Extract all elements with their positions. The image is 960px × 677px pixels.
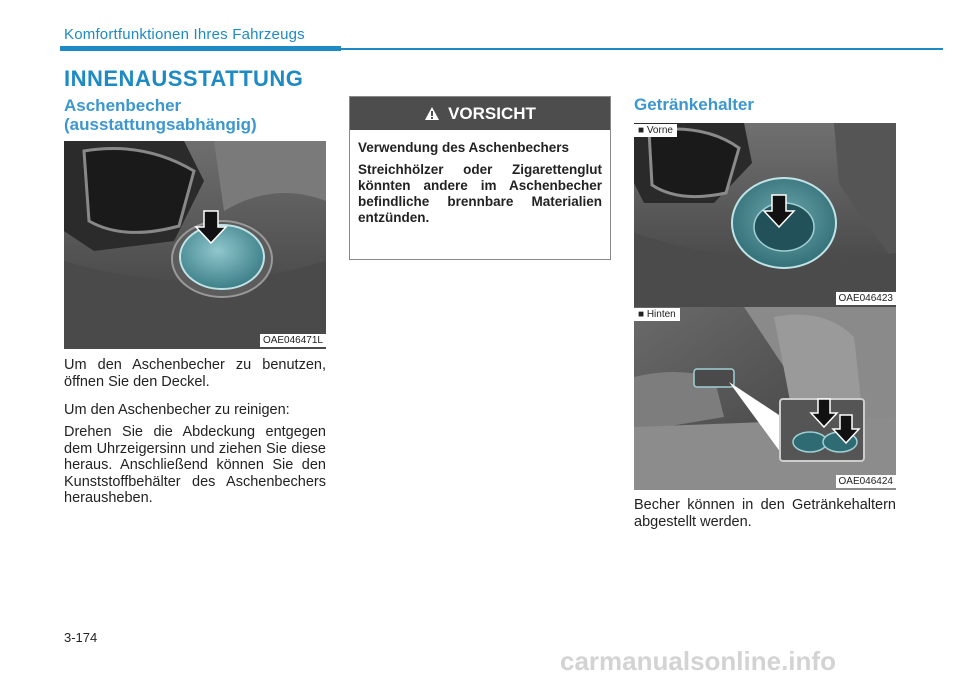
header-rule (341, 48, 943, 50)
ashtray-heading-line2: (ausstattungsabhängig) (64, 115, 257, 134)
ashtray-illustration (64, 141, 326, 349)
caution-header (350, 97, 610, 130)
caution-body (350, 130, 610, 226)
watermark: carmanualsonline.info (560, 646, 836, 676)
cupholder-rear-illustration (634, 307, 896, 490)
cupholder-front-label: ■ Vorne (634, 124, 677, 137)
caution-text: Streichhölzer oder Zigarettenglut könnten andere im Aschenbecher befindliche brennbare Materialien entzünden. (358, 162, 602, 225)
caution-subtitle: Verwendung des Aschenbechers (358, 140, 570, 155)
cupholder-rear-label: ■ Hinten (634, 308, 680, 321)
page-number: 3-174 (64, 630, 98, 645)
caution-title: VORSICHT (448, 103, 536, 123)
chapter-header: Komfortfunktionen Ihres Fahrzeugs (64, 26, 305, 43)
ashtray-figure-code: OAE046471L (260, 334, 326, 347)
cupholder-front-illustration (634, 123, 896, 307)
cupholder-front-code: OAE046423 (836, 292, 897, 305)
ashtray-usage-text: Um den Aschenbecher zu benutzen, öffnen Sie den Deckel. (64, 357, 326, 390)
caution-box (349, 96, 611, 260)
header-bar (60, 46, 341, 51)
ashtray-heading (64, 96, 257, 134)
ashtray-clean-steps: Drehen Sie die Abdeckung entgegen dem Uhrzeigersinn und ziehen Sie diese heraus. Anschließend können Sie den Kunststoffbehälter des Aschenbechers herausheben. (64, 424, 326, 506)
cupholder-rear-figure (634, 307, 896, 490)
ashtray-clean-intro: Um den Aschenbecher zu reinigen: (64, 402, 290, 418)
ashtray-figure (64, 141, 326, 349)
cupholder-front-figure (634, 123, 896, 307)
cupholder-heading: Getränkehalter (634, 95, 754, 114)
cupholder-rear-code: OAE046424 (836, 475, 897, 488)
warning-icon (424, 106, 440, 121)
section-title: INNENAUSSTATTUNG (64, 66, 304, 91)
ashtray-heading-line1: Aschenbecher (64, 96, 182, 115)
cupholder-text: Becher können in den Getränkehaltern abgestellt werden. (634, 497, 896, 530)
